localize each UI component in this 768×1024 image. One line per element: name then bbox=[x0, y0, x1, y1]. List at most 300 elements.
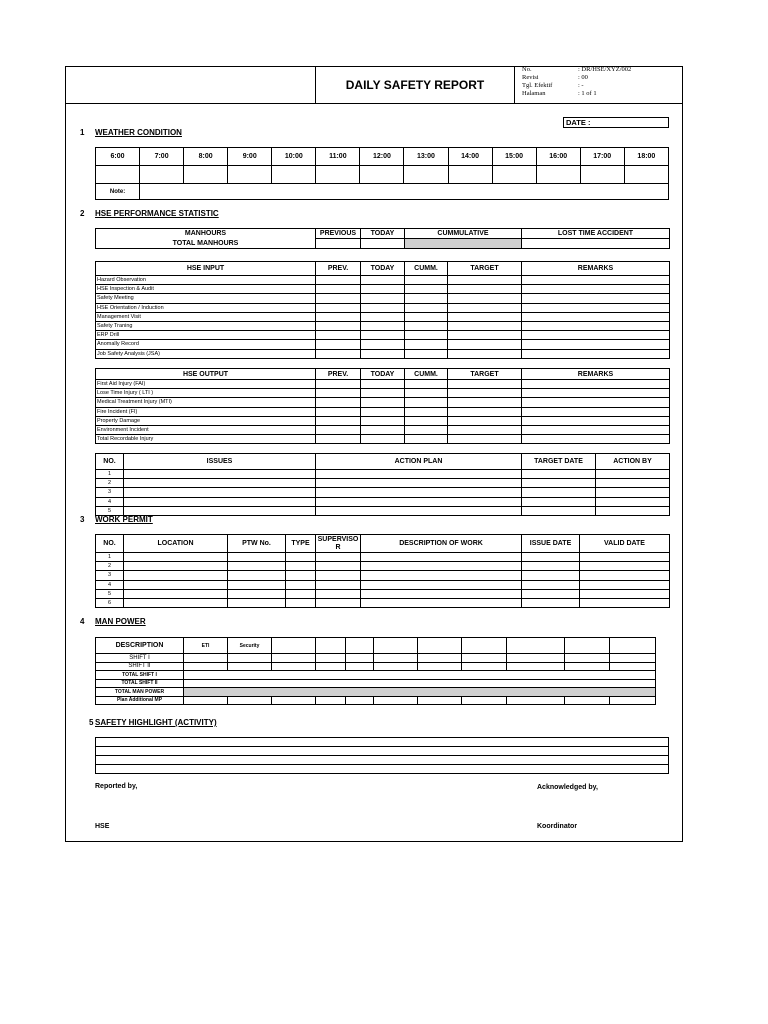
description-header: DESCRIPTION bbox=[96, 638, 184, 654]
cell[interactable] bbox=[124, 497, 316, 506]
permit-number: 1 bbox=[96, 553, 124, 562]
meta-values bbox=[578, 66, 631, 98]
cell[interactable] bbox=[448, 340, 522, 349]
cell[interactable] bbox=[184, 654, 228, 663]
cell[interactable] bbox=[346, 662, 374, 671]
cumm-header: CUMM. bbox=[405, 369, 448, 380]
cell[interactable] bbox=[361, 589, 522, 598]
today-header: TODAY bbox=[361, 229, 405, 239]
cell[interactable] bbox=[361, 276, 405, 285]
target-date-header: TARGET DATE bbox=[522, 454, 596, 470]
cell[interactable] bbox=[565, 662, 610, 671]
cell[interactable] bbox=[522, 407, 670, 416]
cell[interactable] bbox=[228, 580, 286, 589]
issues-header: ISSUES bbox=[124, 454, 316, 470]
cell[interactable] bbox=[124, 571, 228, 580]
cell[interactable] bbox=[361, 312, 405, 321]
cell[interactable] bbox=[405, 416, 448, 425]
cell[interactable] bbox=[361, 285, 405, 294]
weather-time-700: 7:00 bbox=[140, 148, 184, 166]
cell[interactable] bbox=[405, 276, 448, 285]
issue-date-header: ISSUE DATE bbox=[522, 535, 580, 553]
cell[interactable] bbox=[124, 470, 316, 479]
cell[interactable] bbox=[522, 380, 670, 389]
total-shift-1-label: TOTAL SHIFT I bbox=[96, 671, 184, 680]
cell[interactable] bbox=[316, 488, 522, 497]
cell[interactable] bbox=[316, 321, 361, 330]
action-by-header: ACTION BY bbox=[596, 454, 670, 470]
permit-number: 4 bbox=[96, 580, 124, 589]
cell[interactable] bbox=[316, 294, 361, 303]
cell[interactable] bbox=[522, 349, 670, 358]
cell[interactable] bbox=[522, 506, 596, 515]
cell[interactable] bbox=[316, 398, 361, 407]
cell[interactable] bbox=[405, 389, 448, 398]
cell[interactable] bbox=[316, 470, 522, 479]
weather-time-1100: 11:00 bbox=[316, 148, 360, 166]
weather-cell[interactable] bbox=[360, 166, 404, 184]
cell[interactable] bbox=[316, 589, 361, 598]
meta-label-revisi: Revisi bbox=[522, 74, 539, 81]
hse-input-row-label: Safety Traning bbox=[96, 321, 316, 330]
cell[interactable] bbox=[286, 580, 316, 589]
section-1-number: 1 bbox=[80, 128, 85, 137]
target-header: TARGET bbox=[448, 262, 522, 276]
cell bbox=[346, 638, 374, 654]
shift-1-label: SHIFT I bbox=[96, 654, 184, 663]
cell[interactable] bbox=[374, 662, 418, 671]
hse-output-row-label: Total Recordable Injury bbox=[96, 435, 316, 444]
cell[interactable] bbox=[565, 654, 610, 663]
issue-number: 2 bbox=[96, 479, 124, 488]
cell bbox=[418, 638, 462, 654]
cell[interactable] bbox=[522, 294, 670, 303]
cell[interactable] bbox=[405, 380, 448, 389]
cell[interactable] bbox=[522, 303, 670, 312]
cell[interactable] bbox=[316, 696, 346, 705]
cell[interactable] bbox=[316, 389, 361, 398]
cell[interactable] bbox=[405, 425, 448, 434]
cell[interactable] bbox=[316, 506, 522, 515]
cell[interactable] bbox=[228, 662, 272, 671]
weather-cell[interactable] bbox=[404, 166, 448, 184]
cell[interactable] bbox=[316, 340, 361, 349]
cell[interactable] bbox=[316, 553, 361, 562]
cell[interactable] bbox=[316, 654, 346, 663]
weather-cell[interactable] bbox=[448, 166, 492, 184]
today-header: TODAY bbox=[361, 369, 405, 380]
hse-output-row-label: First Aid Injury (FAI) bbox=[96, 380, 316, 389]
manhours-header: MANHOURS bbox=[96, 229, 316, 239]
weather-time-1000: 10:00 bbox=[272, 148, 316, 166]
cell[interactable] bbox=[316, 425, 361, 434]
cell[interactable] bbox=[405, 285, 448, 294]
cell[interactable] bbox=[184, 662, 228, 671]
cell[interactable] bbox=[405, 294, 448, 303]
security-header: Security bbox=[228, 638, 272, 654]
cell[interactable] bbox=[124, 580, 228, 589]
highlight-line[interactable] bbox=[96, 738, 669, 747]
cell[interactable] bbox=[361, 598, 522, 607]
previous-cell[interactable] bbox=[316, 239, 361, 249]
hse-output-row-label: Environment Incident bbox=[96, 425, 316, 434]
cell[interactable] bbox=[580, 571, 670, 580]
cell[interactable] bbox=[316, 416, 361, 425]
cell[interactable] bbox=[286, 589, 316, 598]
cell[interactable] bbox=[580, 589, 670, 598]
weather-cell[interactable] bbox=[624, 166, 668, 184]
cell[interactable] bbox=[405, 407, 448, 416]
cell[interactable] bbox=[522, 497, 596, 506]
cell[interactable] bbox=[228, 571, 286, 580]
hse-input-row-label: Anomally Record bbox=[96, 340, 316, 349]
weather-time-1500: 15:00 bbox=[492, 148, 536, 166]
cell[interactable] bbox=[522, 389, 670, 398]
cell[interactable] bbox=[405, 303, 448, 312]
cell[interactable] bbox=[522, 479, 596, 488]
section-5-title: SAFETY HIGHLIGHT (ACTIVITY) bbox=[95, 718, 217, 727]
cell[interactable] bbox=[522, 285, 670, 294]
hse-output-row-label: Fire Incident (FI) bbox=[96, 407, 316, 416]
cell[interactable] bbox=[361, 303, 405, 312]
cell[interactable] bbox=[580, 553, 670, 562]
cell[interactable] bbox=[316, 598, 361, 607]
cell[interactable] bbox=[522, 435, 670, 444]
hse-input-row-label: Management Visit bbox=[96, 312, 316, 321]
cell[interactable] bbox=[522, 321, 670, 330]
issue-number: 5 bbox=[96, 506, 124, 515]
cell[interactable] bbox=[316, 285, 361, 294]
cell bbox=[507, 638, 565, 654]
cell[interactable] bbox=[346, 654, 374, 663]
total-man-power-label: TOTAL MAN POWER bbox=[96, 688, 184, 697]
cell[interactable] bbox=[316, 380, 361, 389]
cell[interactable] bbox=[462, 654, 507, 663]
cell[interactable] bbox=[124, 562, 228, 571]
cell[interactable] bbox=[522, 331, 670, 340]
cell[interactable] bbox=[272, 696, 316, 705]
cell[interactable] bbox=[610, 696, 656, 705]
cumulative-header: CUMMULATIVE bbox=[405, 229, 522, 239]
cell[interactable] bbox=[580, 580, 670, 589]
cell[interactable] bbox=[405, 398, 448, 407]
cell[interactable] bbox=[522, 312, 670, 321]
cell[interactable] bbox=[361, 435, 405, 444]
weather-table bbox=[95, 147, 669, 200]
cell[interactable] bbox=[565, 696, 610, 705]
cell[interactable] bbox=[522, 398, 670, 407]
cell[interactable] bbox=[316, 407, 361, 416]
cell[interactable] bbox=[361, 340, 405, 349]
cell[interactable] bbox=[361, 398, 405, 407]
cell[interactable] bbox=[448, 398, 522, 407]
weather-cell[interactable] bbox=[492, 166, 536, 184]
cell[interactable] bbox=[418, 654, 462, 663]
cell[interactable] bbox=[580, 562, 670, 571]
cell[interactable] bbox=[448, 435, 522, 444]
acknowledged-by-label: Acknowledged by, bbox=[537, 784, 598, 791]
cell[interactable] bbox=[228, 562, 286, 571]
cell[interactable] bbox=[448, 294, 522, 303]
cell[interactable] bbox=[448, 416, 522, 425]
meta-value-no: : DR/HSE/XYZ/002 bbox=[578, 66, 632, 73]
hse-input-row-label: Safety Meeting bbox=[96, 294, 316, 303]
weather-time-1200: 12:00 bbox=[360, 148, 404, 166]
issue-number: 3 bbox=[96, 488, 124, 497]
cell[interactable] bbox=[596, 488, 670, 497]
section-5-number: 5 bbox=[89, 718, 94, 727]
cell[interactable] bbox=[596, 506, 670, 515]
hse-signature-label: HSE bbox=[95, 823, 110, 830]
cell[interactable] bbox=[361, 349, 405, 358]
cell[interactable] bbox=[596, 470, 670, 479]
cell[interactable] bbox=[462, 662, 507, 671]
cell[interactable] bbox=[228, 598, 286, 607]
hse-input-row-label: Job Safety Analysis (JSA) bbox=[96, 349, 316, 358]
cell[interactable] bbox=[405, 331, 448, 340]
hse-output-table bbox=[95, 368, 670, 444]
cell[interactable] bbox=[610, 654, 656, 663]
weather-note-field[interactable] bbox=[140, 184, 669, 200]
cell[interactable] bbox=[316, 479, 522, 488]
cell bbox=[462, 638, 507, 654]
cell[interactable] bbox=[228, 654, 272, 663]
cell[interactable] bbox=[448, 321, 522, 330]
highlight-line[interactable] bbox=[96, 765, 669, 774]
cell[interactable] bbox=[361, 294, 405, 303]
cell[interactable] bbox=[361, 389, 405, 398]
cell[interactable] bbox=[184, 696, 228, 705]
weather-cell[interactable] bbox=[140, 166, 184, 184]
total-manhours-label: TOTAL MANHOURS bbox=[96, 239, 316, 249]
cell[interactable] bbox=[124, 488, 316, 497]
cell[interactable] bbox=[346, 696, 374, 705]
cell[interactable] bbox=[448, 349, 522, 358]
cell[interactable] bbox=[286, 562, 316, 571]
permit-number: 6 bbox=[96, 598, 124, 607]
issues-no-header: NO. bbox=[96, 454, 124, 470]
cell[interactable] bbox=[124, 553, 228, 562]
cell[interactable] bbox=[522, 553, 580, 562]
section-4-number: 4 bbox=[80, 617, 85, 626]
cell[interactable] bbox=[316, 435, 361, 444]
total-shift-1-field[interactable] bbox=[184, 671, 656, 680]
cell[interactable] bbox=[361, 380, 405, 389]
cell[interactable] bbox=[522, 425, 670, 434]
highlight-line[interactable] bbox=[96, 747, 669, 756]
weather-time-1700: 17:00 bbox=[580, 148, 624, 166]
cell[interactable] bbox=[522, 571, 580, 580]
eti-header: ETI bbox=[184, 638, 228, 654]
cell[interactable] bbox=[361, 425, 405, 434]
hse-input-row-label: HSE Inspection & Audit bbox=[96, 285, 316, 294]
cell[interactable] bbox=[448, 303, 522, 312]
permit-number: 5 bbox=[96, 589, 124, 598]
cell bbox=[374, 638, 418, 654]
cell[interactable] bbox=[316, 571, 361, 580]
cell[interactable] bbox=[522, 598, 580, 607]
cell[interactable] bbox=[405, 435, 448, 444]
date-field[interactable] bbox=[563, 117, 669, 128]
cell[interactable] bbox=[405, 340, 448, 349]
man-power-table bbox=[95, 637, 656, 705]
total-shift-2-label: TOTAL SHIFT II bbox=[96, 679, 184, 688]
cell[interactable] bbox=[522, 470, 596, 479]
cell[interactable] bbox=[522, 276, 670, 285]
highlight-line[interactable] bbox=[96, 756, 669, 765]
cell bbox=[610, 638, 656, 654]
meta-label-tgl: Tgl. Efektif bbox=[522, 82, 553, 89]
cell[interactable] bbox=[316, 312, 361, 321]
section-4-title: MAN POWER bbox=[95, 617, 146, 626]
cell[interactable] bbox=[228, 553, 286, 562]
weather-time-1400: 14:00 bbox=[448, 148, 492, 166]
permit-number: 2 bbox=[96, 562, 124, 571]
cell[interactable] bbox=[448, 425, 522, 434]
cell[interactable] bbox=[361, 553, 522, 562]
action-plan-header: ACTION PLAN bbox=[316, 454, 522, 470]
today-header: TODAY bbox=[361, 262, 405, 276]
cell[interactable] bbox=[507, 654, 565, 663]
hse-output-row-label: Property Damage bbox=[96, 416, 316, 425]
permit-number: 3 bbox=[96, 571, 124, 580]
cell[interactable] bbox=[286, 598, 316, 607]
reported-by-label: Reported by, bbox=[95, 783, 138, 790]
report-title: DAILY SAFETY REPORT bbox=[315, 66, 515, 104]
section-3-title: WORK PERMIT bbox=[95, 515, 153, 524]
cell[interactable] bbox=[580, 598, 670, 607]
cell[interactable] bbox=[522, 580, 580, 589]
cell[interactable] bbox=[361, 571, 522, 580]
weather-cell[interactable] bbox=[272, 166, 316, 184]
weather-cell[interactable] bbox=[96, 166, 140, 184]
cell[interactable] bbox=[448, 407, 522, 416]
cell[interactable] bbox=[286, 571, 316, 580]
cell[interactable] bbox=[272, 662, 316, 671]
cell[interactable] bbox=[596, 497, 670, 506]
section-2-title: HSE PERFORMANCE STATISTIC bbox=[95, 209, 219, 218]
cell[interactable] bbox=[286, 553, 316, 562]
weather-cell[interactable] bbox=[184, 166, 228, 184]
cell[interactable] bbox=[228, 696, 272, 705]
cumulative-cell bbox=[405, 239, 522, 249]
cell[interactable] bbox=[316, 349, 361, 358]
lta-header: LOST TIME ACCIDENT bbox=[522, 229, 670, 239]
cell[interactable] bbox=[361, 562, 522, 571]
weather-note-label: Note: bbox=[96, 184, 140, 200]
cell[interactable] bbox=[522, 416, 670, 425]
hse-output-row-label: Medical Treatment Injury (MTI) bbox=[96, 398, 316, 407]
remarks-header: REMARKS bbox=[522, 369, 670, 380]
cell[interactable] bbox=[316, 497, 522, 506]
cell[interactable] bbox=[462, 696, 507, 705]
cell[interactable] bbox=[316, 580, 361, 589]
cell[interactable] bbox=[124, 598, 228, 607]
total-shift-2-field[interactable] bbox=[184, 679, 656, 688]
cell[interactable] bbox=[124, 479, 316, 488]
cell[interactable] bbox=[405, 321, 448, 330]
issue-number: 1 bbox=[96, 470, 124, 479]
cell[interactable] bbox=[418, 696, 462, 705]
cell[interactable] bbox=[374, 654, 418, 663]
cell[interactable] bbox=[361, 321, 405, 330]
cell[interactable] bbox=[507, 662, 565, 671]
cell[interactable] bbox=[448, 312, 522, 321]
weather-cell[interactable] bbox=[228, 166, 272, 184]
target-header: TARGET bbox=[448, 369, 522, 380]
prev-header: PREV. bbox=[316, 369, 361, 380]
meta-labels bbox=[522, 66, 552, 98]
cell[interactable] bbox=[361, 580, 522, 589]
cell[interactable] bbox=[418, 662, 462, 671]
hse-input-row-label: HSE Orientation / Induction bbox=[96, 303, 316, 312]
cell[interactable] bbox=[124, 589, 228, 598]
description-header: DESCRIPTION OF WORK bbox=[361, 535, 522, 553]
cumm-header: CUMM. bbox=[405, 262, 448, 276]
weather-cell[interactable] bbox=[536, 166, 580, 184]
location-header: LOCATION bbox=[124, 535, 228, 553]
manhours-table bbox=[95, 228, 670, 249]
cell[interactable] bbox=[316, 662, 346, 671]
cell[interactable] bbox=[522, 562, 580, 571]
cell[interactable] bbox=[448, 331, 522, 340]
cell[interactable] bbox=[448, 276, 522, 285]
weather-cell[interactable] bbox=[580, 166, 624, 184]
cell[interactable] bbox=[522, 589, 580, 598]
cell[interactable] bbox=[316, 303, 361, 312]
cell[interactable] bbox=[316, 276, 361, 285]
cell[interactable] bbox=[448, 380, 522, 389]
cell[interactable] bbox=[316, 331, 361, 340]
section-3-number: 3 bbox=[80, 515, 85, 524]
weather-time-1600: 16:00 bbox=[536, 148, 580, 166]
cell[interactable] bbox=[610, 662, 656, 671]
cell[interactable] bbox=[405, 349, 448, 358]
cell[interactable] bbox=[374, 696, 418, 705]
hse-input-table bbox=[95, 261, 670, 359]
cell[interactable] bbox=[448, 389, 522, 398]
meta-label-halaman: Halaman bbox=[522, 90, 546, 97]
cell[interactable] bbox=[405, 312, 448, 321]
cell[interactable] bbox=[507, 696, 565, 705]
lta-cell[interactable] bbox=[522, 239, 670, 249]
meta-value-tgl: : - bbox=[578, 82, 584, 89]
issues-table bbox=[95, 453, 670, 516]
cell[interactable] bbox=[522, 340, 670, 349]
ptw-no-header: PTW No. bbox=[228, 535, 286, 553]
cell[interactable] bbox=[522, 488, 596, 497]
weather-cell[interactable] bbox=[316, 166, 360, 184]
cell[interactable] bbox=[448, 285, 522, 294]
today-cell[interactable] bbox=[361, 239, 405, 249]
prev-header: PREV. bbox=[316, 262, 361, 276]
cell[interactable] bbox=[316, 562, 361, 571]
cell[interactable] bbox=[361, 416, 405, 425]
weather-time-900: 9:00 bbox=[228, 148, 272, 166]
cell[interactable] bbox=[361, 407, 405, 416]
hse-output-row-label: Lose Time Injury ( LTI ) bbox=[96, 389, 316, 398]
cell[interactable] bbox=[272, 654, 316, 663]
cell[interactable] bbox=[228, 589, 286, 598]
weather-time-1800: 18:00 bbox=[624, 148, 668, 166]
supervisor-header: SUPERVISO R bbox=[316, 535, 361, 553]
meta-label-no: No. bbox=[522, 66, 532, 73]
cell[interactable] bbox=[596, 479, 670, 488]
cell[interactable] bbox=[361, 331, 405, 340]
type-header: TYPE bbox=[286, 535, 316, 553]
meta-value-revisi: : 00 bbox=[578, 74, 588, 81]
cell bbox=[316, 638, 346, 654]
